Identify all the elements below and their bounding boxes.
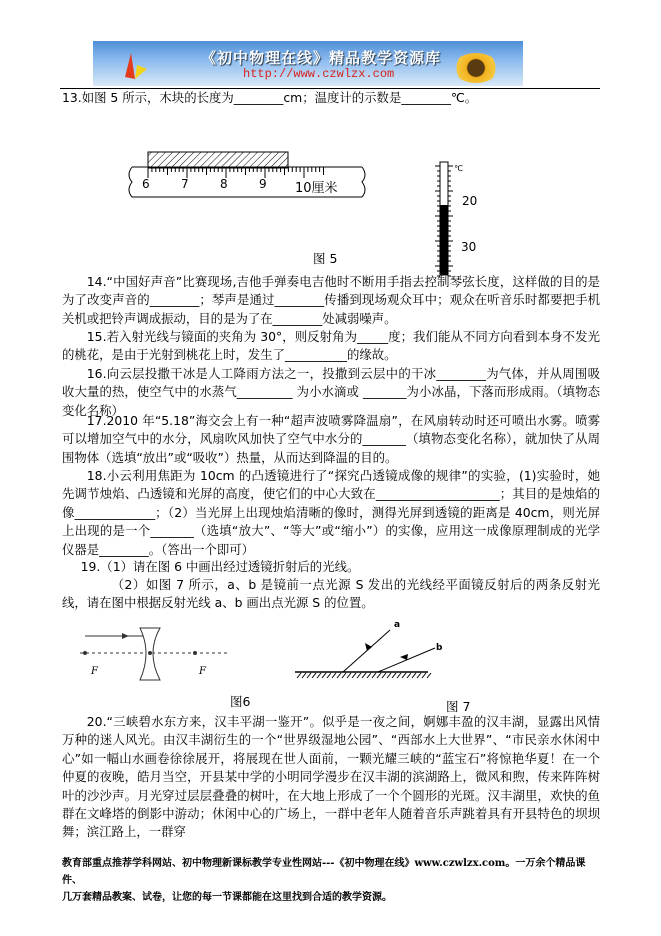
question-17: 17.2010 年“5.18”海交会上有一种“超声波喷雾降温扇”，在风扇转动时还可喷出水雾。喷雾可以增加空气中的水分，风扇吹风加快了空气中水分的_______（填物态变化名称），就加快了从周围物体（选填“放出”或“吸收”）热量，从而达到降温的目的。 (62, 413, 600, 465)
mirror-hatch-line (352, 673, 356, 678)
mirror-hatch-line (427, 673, 431, 678)
mirror-hatch-line (392, 673, 396, 678)
mirror-hatch-line (387, 673, 391, 678)
mirror-hatch-line (402, 673, 406, 678)
ruler-figure (130, 145, 370, 205)
ruler-tick-label: 10厘米 (295, 181, 338, 196)
mirror-hatch-line (312, 673, 316, 678)
focus-label-right: F (199, 666, 206, 677)
mirror-hatch-line (372, 673, 376, 678)
page-footer (62, 855, 602, 906)
plane-mirror-figure (295, 625, 435, 675)
concave-lens-figure (80, 628, 240, 698)
figure-5-caption: 图 5 (313, 251, 338, 266)
mirror-hatch-line (337, 673, 341, 678)
thermometer-label-30: 30 (461, 240, 477, 254)
banner-title: 《初中物理在线》精品教学资源库 (201, 49, 442, 67)
mirror-hatch-line (307, 673, 311, 678)
footer-line: 教育部重点推荐学科网站、初中物理新课标教学专业性网站---《初中物理在线》www.czwlzx.com。一万余个精品课件、 (62, 858, 586, 886)
logo-icon (121, 51, 151, 81)
ray-label-a: a (394, 620, 401, 630)
figure-6-caption: 图6 (230, 694, 251, 709)
footer-line: 几万套精品教案、试卷，让您的每一节课都能在这里找到合适的教学资源。 (62, 892, 392, 903)
ruler-tick-label: 9 (259, 177, 267, 191)
question-19-part-2: （2）如图 7 所示，a、b 是镜前一点光源 S 发出的光线经平面镜反射后的两条反射光线，请在图中根据反射光线 a、b 画出点光源 S 的位置。 (62, 577, 600, 611)
mirror-hatch-line (342, 673, 346, 678)
ruler-tick-label: 6 (142, 177, 150, 191)
question-13: 13.如图 5 所示，木块的长度为________cm；温度计的示数是________℃。 (62, 90, 478, 105)
question-19-part-1: 19.（1）请在图 6 中画出经过透镜折射后的光线。 (80, 559, 360, 574)
mirror-hatch-line (417, 673, 421, 678)
mirror-hatch-line (322, 673, 326, 678)
mirror-hatch-line (317, 673, 321, 678)
question-15: 15.若入射光线与镜面的夹角为 30°，则反射角为_____度；我们能从不同方向看到本身不发光的桃花，是由于光射到桃花上时，发生了__________的缘故。 (62, 329, 600, 363)
ruler-tick-label: 8 (220, 177, 228, 191)
mirror-hatch-line (327, 673, 331, 678)
figure-7-caption: 图 7 (446, 699, 471, 714)
question-14: 14.“中国好声音”比赛现场,吉他手弹奏电吉他时不断用手指去控制琴弦长度，这样做的目的是为了改变声音的________；琴声是通过________传播到现场观众耳中；观众在听音乐时都要把手机关机或把铃声调成振动，目的是为了在________处减弱噪声。 (62, 274, 600, 326)
question-16: 16.向云层投撒干冰是人工降雨方法之一，投撒到云层中的干冰________为气体，并从周围吸收大量的热，使空气中的水蒸气_________ 为小水滴或 _______为小冰晶，下落而形成雨。（填物态变化名称） (62, 366, 600, 418)
mirror-hatch-line (357, 673, 361, 678)
mirror-hatch-line (377, 673, 381, 678)
ruler-tick-label: 7 (181, 177, 189, 191)
mirror-hatch-line (302, 673, 306, 678)
banner-url: http://www.czwlzx.com (243, 67, 395, 81)
thermometer-unit: ℃ (454, 164, 463, 173)
question-20: 20.“三峡碧水东方来，汉丰平湖一鉴开”。似乎是一夜之间，婀娜丰盈的汉丰湖，显露出风情万种的迷人风光。由汉丰湖衍生的一个“世界级湿地公园”、“西部水上大世界”、“市民亲水休闲中心”如一幅山水画卷徐徐展开，将展现在世人面前，一颗光耀三峡的“蓝宝石”将惊艳华夏！在一个仲夏的夜晚，皓月当空，开县某中学的小明同学漫步在汉丰湖的滨湖路上，微风和煦，传来阵阵树叶的沙沙声。月光穿过层层叠叠的树叶，在大地上形成了一个个圆形的光斑。汉丰湖里，欢快的鱼群在文峰塔的倒影中游动；休闲中心的广场上，一群中老年人随着音乐声跳着具有开县特色的坝坝舞；滨江路上，一群穿 (62, 714, 600, 840)
mirror-hatch-line (297, 673, 301, 678)
sunflower-image (453, 53, 499, 83)
mirror-hatch-line (367, 673, 371, 678)
site-banner (93, 41, 523, 86)
mirror-hatch-line (382, 673, 386, 678)
thermometer-figure (435, 162, 455, 277)
focus-label-left: F (91, 666, 98, 677)
mirror-hatch-line (362, 673, 366, 678)
question-18: 18.小云利用焦距为 10cm 的凸透镜进行了“探究凸透镜成像的规律”的实验，(1)实验时，她先调节烛焰、凸透镜和光屏的高度，使它们的中心大致在____________________；其目的是烛焰的像_____________；（2）当光屏上出现烛焰清晰的像时，测得光屏到透镜的距离是 40cm，则光屏上出现的是一个_______（选填“放大”、“等大”或“缩小”）的实像，应用这一成像原理制成的光学仪器是________。（答出一个即可） (62, 468, 600, 557)
mirror-hatch-line (347, 673, 351, 678)
mirror-hatch-line (332, 673, 336, 678)
mirror-hatch-line (412, 673, 416, 678)
mirror-hatch-line (422, 673, 426, 678)
thermometer-label-20: 20 (462, 194, 478, 208)
mirror-hatch-line (407, 673, 411, 678)
mirror-hatch-line (397, 673, 401, 678)
ray-label-b: b (436, 643, 443, 653)
